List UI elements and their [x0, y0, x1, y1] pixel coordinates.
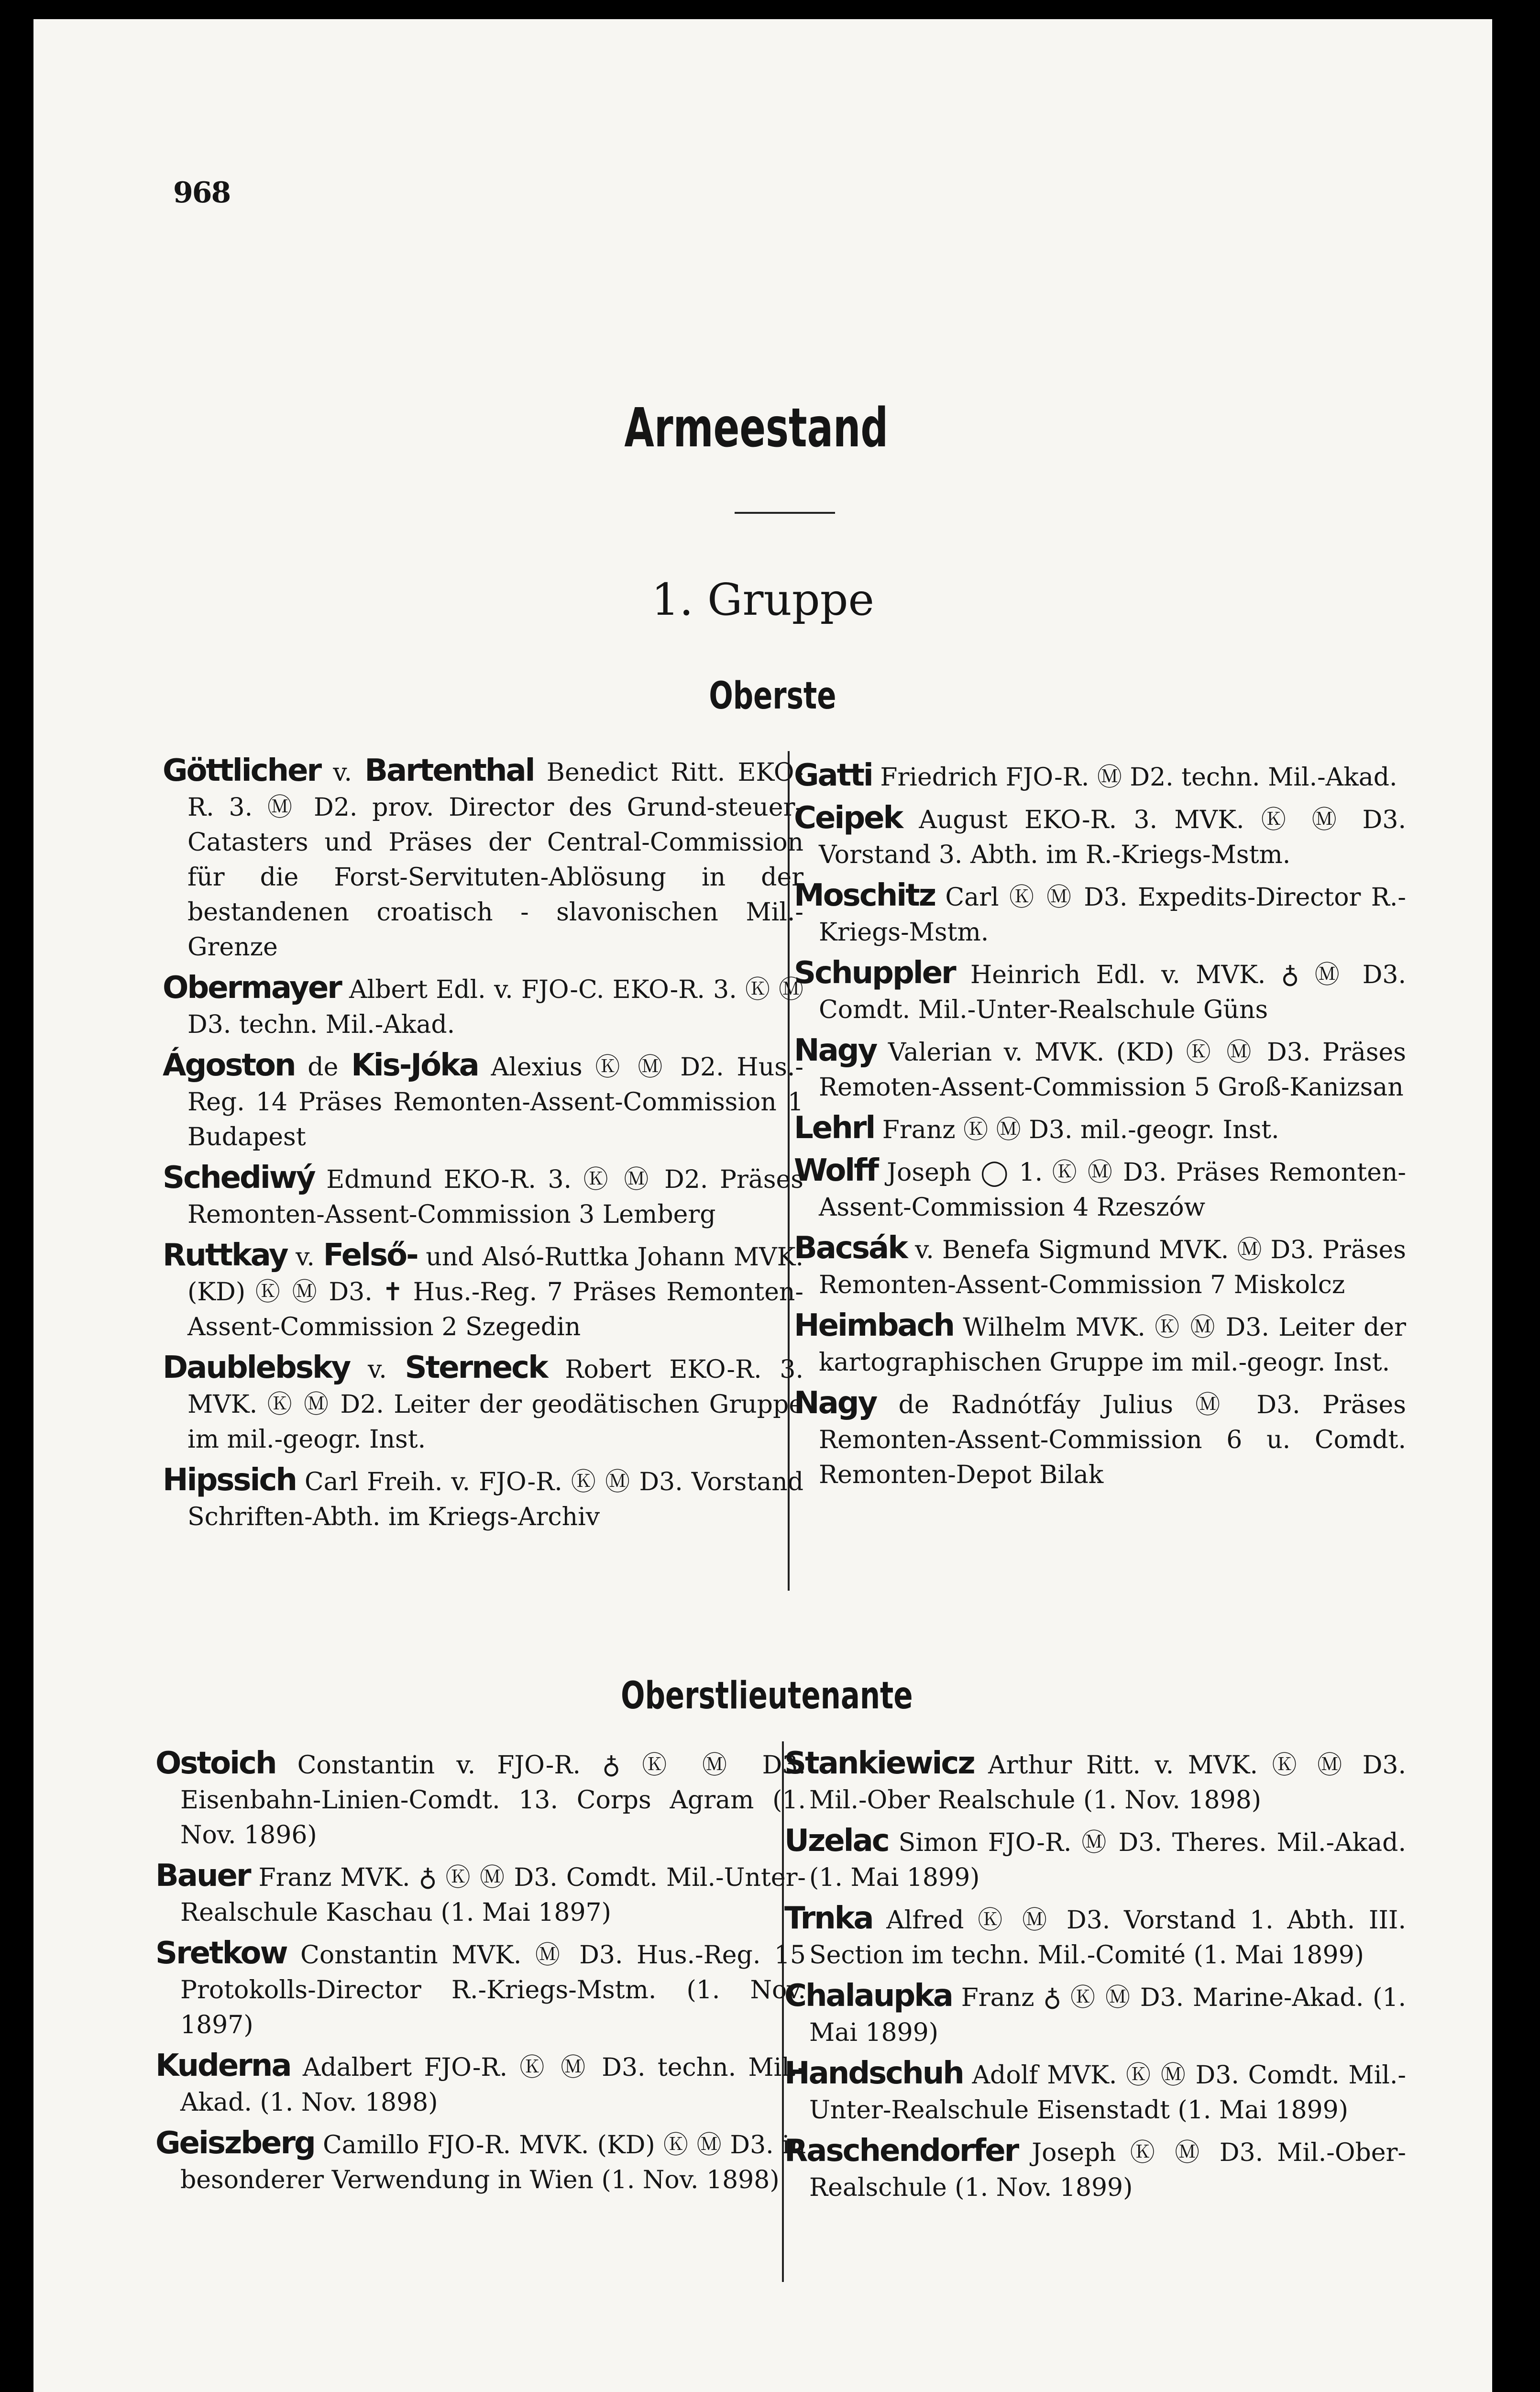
- entry-text: Joseph ◯ 1. Ⓚ Ⓜ D3. Präses Remonten-Assent-Commission 4 Rzeszów: [819, 1158, 1406, 1222]
- entry-name: Stankiewicz: [784, 1746, 974, 1781]
- list-item: [794, 878, 1406, 950]
- entry-name: Schediwý: [163, 1160, 315, 1196]
- entry-text: und Alsó-Ruttka Johann MVK. (KD) Ⓚ Ⓜ D3. ✝ Hus.-Reg. 7 Präses Remonten-Assent-Commission 2 Szegedin: [187, 1243, 803, 1341]
- page-title: Armeestand: [624, 397, 889, 459]
- list-item: [163, 971, 803, 1042]
- entry-name: Ceipek: [794, 800, 902, 836]
- list-item: [794, 1386, 1406, 1493]
- entry-name: Raschendorfer: [784, 2133, 1018, 2169]
- entry-name: Göttlicher: [163, 753, 321, 788]
- entry-particle: v.: [350, 1355, 405, 1384]
- entry-text: Camillo FJO-R. MVK. (KD) Ⓚ Ⓜ D3. in besonderer Verwendung in Wien (1. Nov. 1898): [180, 2131, 806, 2194]
- entry-particle: v.: [320, 758, 365, 787]
- document-page: [33, 19, 1492, 2392]
- entry-name: Ruttkay: [163, 1238, 287, 1273]
- entry-text: August EKO-R. 3. MVK. Ⓚ Ⓜ D3. Vorstand 3. Abth. im R.-Kriegs-Mstm.: [819, 806, 1406, 869]
- entry-text: Edmund EKO-R. 3. Ⓚ Ⓜ D2. Präses Remonten-Assent-Commission 3 Lemberg: [187, 1165, 803, 1229]
- entry-text: Constantin MVK. Ⓜ D3. Hus.-Reg. 15 Protokolls-Director R.-Kriegs-Mstm. (1. Nov. 1897): [180, 1941, 806, 2039]
- list-item: [163, 1463, 803, 1535]
- section-title-oberste: Oberste: [709, 675, 836, 718]
- group-title: 1. Gruppe: [651, 574, 874, 625]
- entry-name: Sretkow: [155, 1936, 287, 1971]
- entry-name-suffix: Bartenthal: [364, 753, 534, 788]
- entry-name: Bauer: [155, 1858, 250, 1894]
- entry-name-suffix: Felső-: [323, 1238, 418, 1273]
- entry-text: Carl Freih. v. FJO-R. Ⓚ Ⓜ D3. Vorstand Schriften-Abth. im Kriegs-Archiv: [187, 1468, 803, 1531]
- list-item: [794, 1308, 1406, 1380]
- list-item: [784, 1824, 1406, 1895]
- entry-name: Bacsák: [794, 1230, 907, 1266]
- entry-name: Heimbach: [794, 1308, 954, 1343]
- list-item: [155, 1936, 806, 2043]
- entry-text: Carl Ⓚ Ⓜ D3. Expedits-Director R.-Kriegs-Mstm.: [819, 883, 1406, 947]
- list-item: [163, 1238, 803, 1345]
- entry-name: Nagy: [794, 1033, 877, 1068]
- entry-name: Geiszberg: [155, 2126, 315, 2161]
- entry-text: Heinrich Edl. v. MVK. ♁ Ⓜ D3. Comdt. Mil.-Unter-Realschule Güns: [819, 961, 1406, 1024]
- list-item: [784, 1979, 1406, 2050]
- entry-name: Obermayer: [163, 970, 341, 1006]
- entry-name: Lehrl: [794, 1110, 875, 1146]
- entry-text: Arthur Ritt. v. MVK. Ⓚ Ⓜ D3. Mil.-Ober Realschule (1. Nov. 1898): [809, 1751, 1406, 1815]
- list-item: [794, 801, 1406, 873]
- entry-text: de Radnótfáy Julius Ⓜ D3. Präses Remonten-Assent-Commission 6 u. Comdt. Remonten-Depot Bilak: [819, 1391, 1406, 1489]
- oberstlieutenante-left-column: [155, 1746, 806, 2204]
- list-item: [163, 1048, 803, 1155]
- list-item: [163, 1351, 803, 1457]
- entry-text: Robert EKO-R. 3. MVK. Ⓚ Ⓜ D2. Leiter der geodätischen Gruppe im mil.-geogr. Inst.: [187, 1355, 804, 1454]
- entry-text: Valerian v. MVK. (KD) Ⓚ Ⓜ D3. Präses Remoten-Assent-Commission 5 Groß-Kanizsan: [819, 1038, 1406, 1102]
- entry-text: Adolf MVK. Ⓚ Ⓜ D3. Comdt. Mil.-Unter-Realschule Eisenstadt (1. Mai 1899): [809, 2061, 1406, 2125]
- entry-name: Handschuh: [784, 2056, 963, 2091]
- list-item: [155, 1859, 806, 1930]
- entry-name: Kuderna: [155, 2048, 291, 2083]
- entry-text: Franz ♁ Ⓚ Ⓜ D3. Marine-Akad. (1. Mai 1899): [809, 1983, 1406, 2047]
- entry-text: Joseph Ⓚ Ⓜ D3. Mil.-Ober-Realschule (1. Nov. 1899): [809, 2138, 1406, 2202]
- entry-name: Wolff: [794, 1153, 878, 1188]
- list-item: [794, 1153, 1406, 1225]
- entry-name: Schuppler: [794, 955, 955, 991]
- entry-name: Trnka: [784, 1901, 873, 1936]
- oberste-right-column: [794, 758, 1406, 1498]
- entry-text: v. Benefa Sigmund MVK. Ⓜ D3. Präses Remonten-Assent-Commission 7 Miskolcz: [819, 1236, 1406, 1299]
- entry-name: Uzelac: [784, 1823, 889, 1859]
- entry-name: Moschitz: [794, 878, 935, 913]
- list-item: [163, 753, 803, 965]
- entry-text: Friedrich FJO-R. Ⓜ D2. techn. Mil.-Akad.: [872, 763, 1397, 792]
- entry-text: Franz Ⓚ Ⓜ D3. mil.-geogr. Inst.: [874, 1116, 1279, 1144]
- list-item: [794, 1231, 1406, 1303]
- entry-text: Benedict Ritt. EKO-R. 3. Ⓜ D2. prov. Director des Grund-steuer-Catasters und Präses der Central-Commission für die Forst-Servituten-Ablösung in der bestandenen croatisch - slavonischen Mil.-Grenze: [187, 758, 803, 962]
- list-item: [784, 2056, 1406, 2128]
- entry-text: Albert Edl. v. FJO-C. EKO-R. 3. Ⓚ Ⓜ D3. techn. Mil.-Akad.: [187, 975, 803, 1039]
- oberste-left-column: [163, 753, 803, 1540]
- list-item: [794, 1033, 1406, 1105]
- entry-name-suffix: Kis-Jóka: [351, 1048, 478, 1083]
- entry-name: Chalaupka: [784, 1978, 952, 2014]
- entry-name: Gatti: [794, 758, 872, 793]
- entry-text: Wilhelm MVK. Ⓚ Ⓜ D3. Leiter der kartographischen Gruppe im mil.-geogr. Inst.: [819, 1313, 1406, 1377]
- entry-text: Franz MVK. ♁ Ⓚ Ⓜ D3. Comdt. Mil.-Unter-Realschule Kaschau (1. Mai 1897): [180, 1863, 806, 1927]
- list-item: [784, 2134, 1406, 2205]
- entry-name: Ostoich: [155, 1746, 276, 1781]
- entry-name: Daublebsky: [163, 1350, 350, 1385]
- list-item: [794, 1111, 1406, 1148]
- entry-name: Hipssich: [163, 1462, 296, 1498]
- list-item: [155, 1746, 806, 1853]
- list-item: [163, 1161, 803, 1232]
- title-rule: [735, 512, 835, 514]
- list-item: [784, 1901, 1406, 1973]
- list-item: [784, 1746, 1406, 1818]
- oberstlieutenante-right-column: [784, 1746, 1406, 2211]
- list-item: [155, 2049, 806, 2120]
- entry-text: Simon FJO-R. Ⓜ D3. Theres. Mil.-Akad. (1. Mai 1899): [809, 1828, 1406, 1892]
- entry-name: Ágoston: [163, 1048, 295, 1083]
- entry-text: Alexius Ⓚ Ⓜ D2. Hus.-Reg. 14 Präses Remonten-Assent-Commission 1 Budapest: [187, 1053, 803, 1152]
- list-item: [794, 758, 1406, 795]
- entry-name: Nagy: [794, 1385, 877, 1421]
- entry-name-suffix: Sterneck: [405, 1350, 547, 1385]
- entry-text: Adalbert FJO-R. Ⓚ Ⓜ D3. techn. Mil.-Akad. (1. Nov. 1898): [180, 2053, 806, 2117]
- section-title-oberstlieutenante: Oberstlieutenante: [621, 1674, 913, 1717]
- entry-particle: de: [295, 1053, 352, 1082]
- entry-text: Alfred Ⓚ Ⓜ D3. Vorstand 1. Abth. III. Section im techn. Mil.-Comité (1. Mai 1899): [809, 1906, 1406, 1970]
- page-number: 968: [173, 176, 231, 210]
- entry-text: Constantin v. FJO-R. ♁ Ⓚ Ⓜ D3. Eisenbahn-Linien-Comdt. 13. Corps Agram (1. Nov. 1896): [180, 1751, 806, 1849]
- list-item: [155, 2126, 806, 2198]
- entry-particle: v.: [287, 1243, 323, 1272]
- list-item: [794, 956, 1406, 1028]
